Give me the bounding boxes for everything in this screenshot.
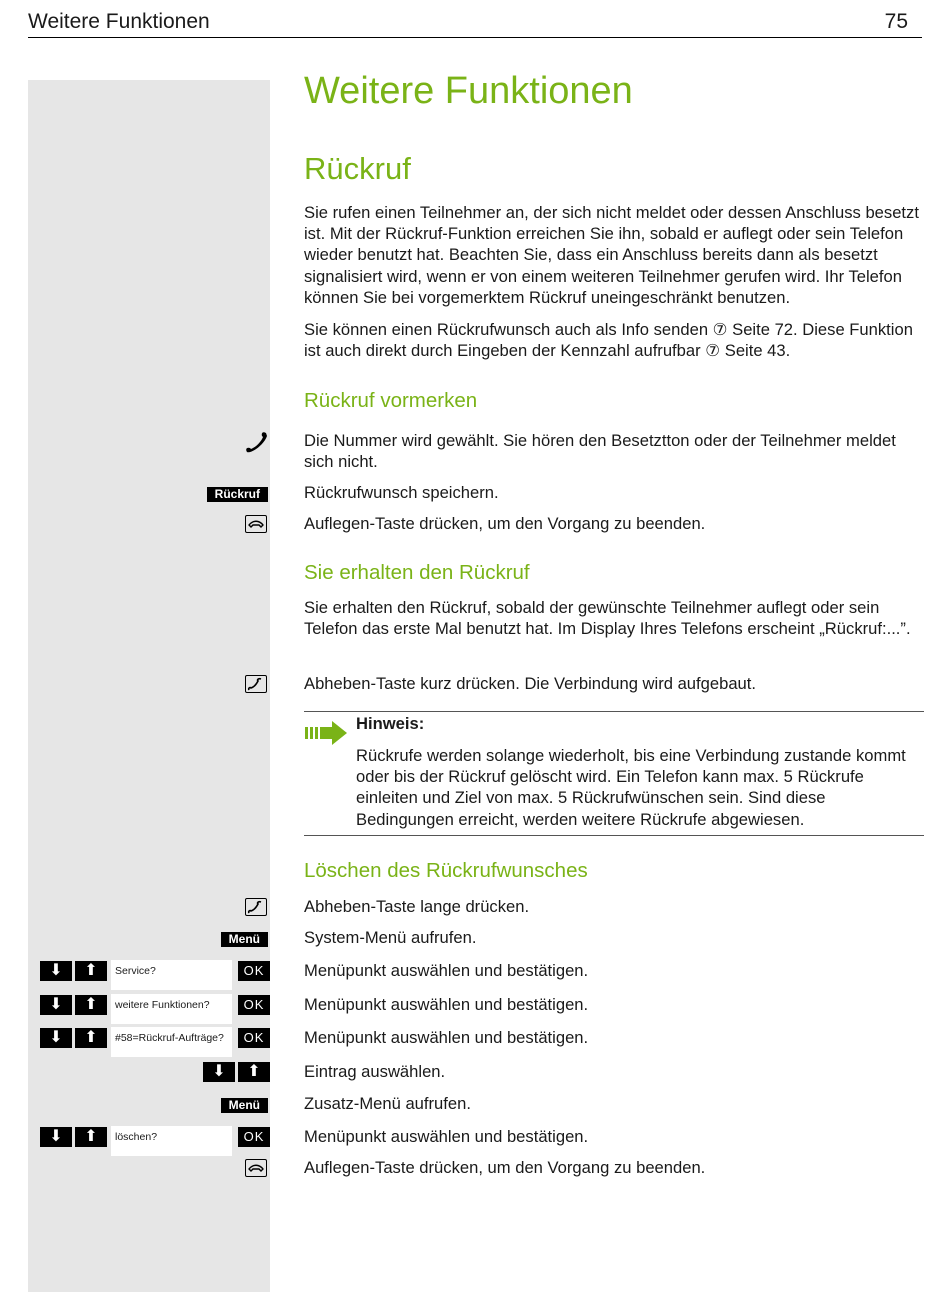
step-select-4: Menüpunkt auswählen und bestätigen. — [304, 1127, 589, 1146]
step-select-3: Menüpunkt auswählen und bestätigen. — [304, 1028, 589, 1047]
running-header: Weitere Funktionen — [28, 10, 210, 33]
menu-field-rueckruf-auftraege: #58=Rückruf-Aufträge? — [111, 1027, 232, 1057]
header-divider — [28, 37, 922, 38]
intro-paragraph-1: Sie rufen einen Teilnehmer an, der sich nicht meldet oder dessen Anschluss besetzt ist. Mit der Rückruf-Funktion erreichen Sie ihn, sobald er auflegt oder sein Telefon wieder benutzt hat. Beachten Sie, dass ein Anschluss bereits dann als besetzt signalisiert wird, wenn er von einem weiteren Teilnehmer gerufen wird. Ihr Telefon können Sie bei vorgemerktem Rückruf uneingeschränkt benutzen. — [304, 203, 919, 307]
down-arrow-icon[interactable]: ⬇ — [40, 961, 72, 981]
step-select-2: Menüpunkt auswählen und bestätigen. — [304, 995, 589, 1014]
up-arrow-icon[interactable]: ⬆ — [75, 1028, 107, 1048]
step-extra-menu: Zusatz-Menü aufrufen. — [304, 1094, 471, 1113]
note-text: Rückrufe werden solange wiederholt, bis eine Verbindung zustande kommt oder bis der Rückruf gelöscht wird. Ein Telefon kann max. 5 Rückrufe einleiten und Ziel von max. 5 Rückrufwünschen sein. Sind diese Bedingungen erreicht, werden weitere Rückrufe abgewiesen. — [356, 746, 906, 829]
menu-field-weitere: weitere Funktionen? — [111, 994, 232, 1024]
step-save: Rückrufwunsch speichern. — [304, 483, 499, 502]
ok-button[interactable]: OK — [238, 1028, 270, 1048]
rueckruf-softkey[interactable]: Rückruf — [207, 487, 268, 502]
step-select-entry: Eintrag auswählen. — [304, 1062, 446, 1081]
up-arrow-icon[interactable]: ⬆ — [75, 995, 107, 1015]
note-title: Hinweis: — [356, 714, 425, 733]
step-hangup-2: Auflegen-Taste drücken, um den Vorgang zu beenden. — [304, 1158, 706, 1177]
step-offhook-short: Abheben-Taste kurz drücken. Die Verbindung wird aufgebaut. — [304, 674, 757, 693]
offhook-key-icon[interactable] — [245, 675, 267, 693]
up-arrow-icon[interactable]: ⬆ — [75, 961, 107, 981]
step-system-menu: System-Menü aufrufen. — [304, 928, 477, 947]
down-arrow-icon[interactable]: ⬇ — [40, 995, 72, 1015]
subsection-title-erhalten: Sie erhalten den Rückruf — [304, 561, 530, 584]
down-arrow-icon[interactable]: ⬇ — [40, 1127, 72, 1147]
intro-paragraph-2: Sie können einen Rückrufwunsch auch als Info senden ⑦ Seite 72. Diese Funktion ist auch direkt durch Eingeben der Kennzahl aufrufbar ⑦ Seite 43. — [304, 320, 913, 361]
ok-button[interactable]: OK — [238, 995, 270, 1015]
note-top-rule — [304, 711, 924, 712]
subsection-title-vormerken: Rückruf vormerken — [304, 389, 478, 412]
hint-arrow-icon — [304, 720, 348, 746]
note-bottom-rule — [304, 835, 924, 836]
subsection-title-loeschen: Löschen des Rückrufwunsches — [304, 859, 588, 882]
step-offhook-long: Abheben-Taste lange drücken. — [304, 897, 530, 916]
down-arrow-icon[interactable]: ⬇ — [40, 1028, 72, 1048]
menu-field-service: Service? — [111, 960, 232, 990]
step-select-1: Menüpunkt auswählen und bestätigen. — [304, 961, 589, 980]
section-title: Rückruf — [304, 151, 411, 186]
menu-field-loeschen: löschen? — [111, 1126, 232, 1156]
down-arrow-icon[interactable]: ⬇ — [203, 1062, 235, 1082]
step-dial: Die Nummer wird gewählt. Sie hören den Besetztton oder der Teilnehmer meldet sich nicht. — [304, 431, 896, 472]
erhalten-paragraph: Sie erhalten den Rückruf, sobald der gewünschte Teilnehmer auflegt oder sein Telefon das erste Mal benutzt hat. Im Display Ihres Telefons erscheint „Rückruf:...”. — [304, 598, 911, 639]
ok-button[interactable]: OK — [238, 1127, 270, 1147]
handset-icon — [244, 430, 270, 454]
menu-softkey[interactable]: Menü — [221, 932, 268, 947]
up-arrow-icon[interactable]: ⬆ — [75, 1127, 107, 1147]
hangup-key-icon[interactable] — [245, 1159, 267, 1177]
chapter-title: Weitere Funktionen — [304, 70, 633, 112]
page-number: 75 — [884, 10, 908, 33]
step-hangup-1: Auflegen-Taste drücken, um den Vorgang zu beenden. — [304, 514, 706, 533]
up-arrow-icon[interactable]: ⬆ — [238, 1062, 270, 1082]
ok-button[interactable]: OK — [238, 961, 270, 981]
menu-softkey[interactable]: Menü — [221, 1098, 268, 1113]
hangup-key-icon[interactable] — [245, 515, 267, 533]
offhook-key-icon[interactable] — [245, 898, 267, 916]
